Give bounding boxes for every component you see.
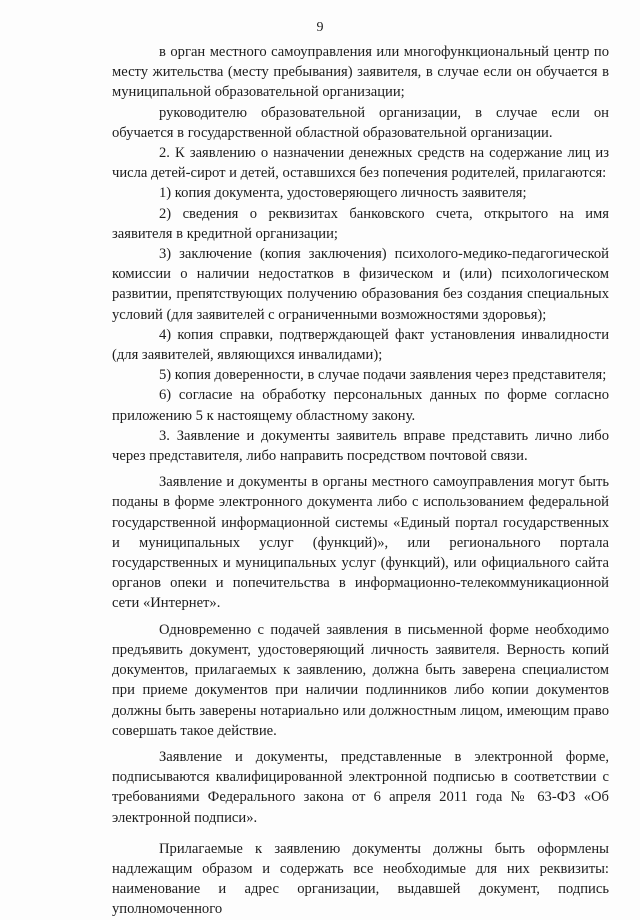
paragraph-13: Заявление и документы, представленные в электронной форме, подписываются квалифицированной электронной подписью в соответствии с требованиями Федерального закона от 6 апреля 2011 года № 63-ФЗ «Об электронной подписи».: [112, 748, 609, 826]
paragraph-2: руководителю образовательной организации, в случае если он обучается в государственной областной образовательной организации.: [112, 104, 609, 141]
paragraph-14: Прилагаемые к заявлению документы должны быть оформлены надлежащим образом и содержать все необходимые для них реквизиты: наименование и адрес организации, выдавшей документ, подпись уполномоченного: [112, 840, 609, 918]
paragraph-11: Заявление и документы в органы местного самоуправления могут быть поданы в форме электронного документа либо с использованием федеральной государственной информационной системы «Единый портал государственных и муниципальных услуг (функций)», или регионального портала государственных и муниципальных услуг (функций), или официального сайта органов опеки и попечительства в информационно-телекоммуникационной сети «Интернет».: [112, 474, 609, 612]
paragraph-8: 5) копия доверенности, в случае подачи заявления через представителя;: [159, 367, 607, 384]
paragraph-1: в орган местного самоуправления или многофункциональный центр по месту жительства (месту пребывания) заявителя, в случае если он обучается в муниципальной образовательной организации;: [112, 44, 609, 101]
paragraph-3: 2. К заявлению о назначении денежных средств на содержание лиц из числа детей-сирот и детей, оставшихся без попечения родителей, прилагаются:: [112, 145, 609, 182]
document-body: [112, 42, 609, 920]
paragraph-5: 2) сведения о реквизитах банковского счета, открытого на имя заявителя в кредитной организации;: [112, 205, 609, 242]
paragraph-4: 1) копия документа, удостоверяющего личность заявителя;: [159, 185, 527, 202]
paragraph-12: Одновременно с подачей заявления в письменной форме необходимо предъявить документ, удостоверяющий личность заявителя. Верность копий документов, прилагаемых к заявлению, должна быть заверена специалистом при приеме документов при наличии подлинников либо копии документов должны быть заверены нотариально или должностным лицом, имеющим право совершать такое действие.: [112, 621, 609, 739]
paragraph-9: 6) согласие на обработку персональных данных по форме согласно приложению 5 к настоящему областному закону.: [112, 387, 609, 424]
paragraph-10: 3. Заявление и документы заявитель вправе представить лично либо через представителя, либо направить посредством почтовой связи.: [112, 427, 609, 465]
paragraph-6: 3) заключение (копия заключения) психолого-медико-педагогической комиссии о наличии недостатков в физическом и (или) психологическом развитии, препятствующих получению образования без создания специальных условий (для заявителей с ограниченными возможностями здоровья);: [112, 246, 609, 323]
page-number: 9: [316, 20, 324, 35]
paragraph-7: 4) копия справки, подтверждающей факт установления инвалидности (для заявителей, являющихся инвалидами);: [112, 326, 609, 364]
